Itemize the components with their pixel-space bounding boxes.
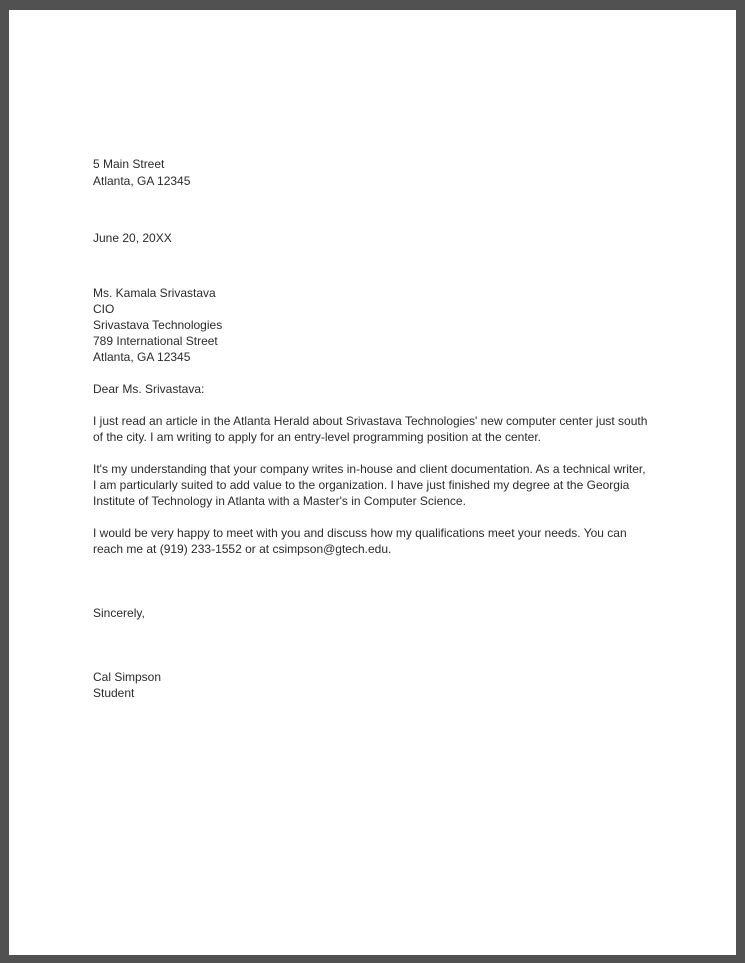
date-line — [93, 230, 650, 246]
salutation: Dear Ms. Srivastava: — [93, 382, 205, 396]
recipient-name: Ms. Kamala Srivastava — [93, 286, 216, 300]
body-paragraph-3: I would be very happy to meet with you and discuss how my qualifications meet your needs. You can reach me at (919) 233-1552 or at csimpson@gtech.edu. — [93, 526, 627, 556]
closing: Sincerely, — [93, 606, 145, 620]
sender-street: 5 Main Street — [93, 157, 165, 171]
body-paragraph-1: I just read an article in the Atlanta Herald about Srivastava Technologies' new computer center just south of the city. I am writing to apply for an entry-level programming position at the center. — [93, 414, 648, 444]
recipient-title: CIO — [93, 302, 115, 316]
sender-address-block — [93, 156, 650, 190]
signature-block — [93, 669, 650, 701]
recipient-address-block — [93, 285, 650, 365]
letter-date: June 20, 20XX — [93, 231, 172, 245]
body-paragraph-2: It's my understanding that your company writes in-house and client documentation. As a technical writer, I am particularly suited to add value to the organization. I have just finished my degree at the Georgia Institute of Technology in Atlanta with a Master's in Computer Science. — [93, 462, 646, 508]
recipient-street: 789 International Street — [93, 334, 218, 348]
signature-name: Cal Simpson — [93, 670, 162, 684]
recipient-city: Atlanta, GA 12345 — [93, 350, 191, 364]
letter-content — [9, 10, 736, 701]
sender-city: Atlanta, GA 12345 — [93, 174, 191, 188]
signature-title: Student — [93, 686, 135, 700]
recipient-company: Srivastava Technologies — [93, 318, 223, 332]
